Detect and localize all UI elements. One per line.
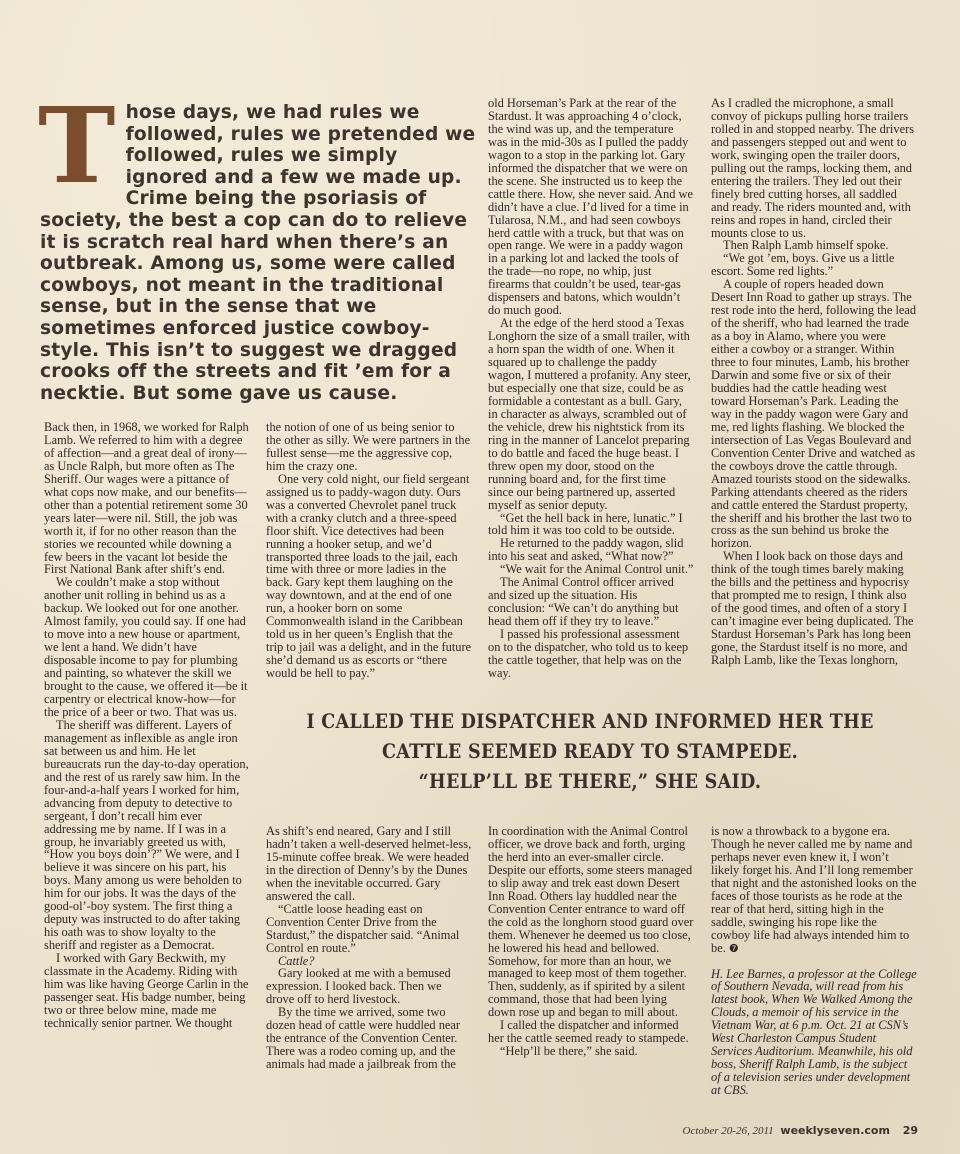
- paragraph: The Animal Control officer arrived and sized up the situation. His conclusion: “We can’t do anything but head them off if they try to leave.”: [488, 575, 679, 629]
- column-1-top: [44, 421, 250, 1030]
- paragraph: I passed his professional assessment on to the dispatcher, who told us to keep the cattle together, that help was on the way.: [488, 627, 689, 680]
- page-number: 29: [902, 1124, 918, 1137]
- column-3-bottom: [488, 825, 694, 1058]
- paragraph: A couple of ropers headed down Desert Inn Road to gather up strays. The rest rode into the herd, following the lead of the sheriff, who had learned the trade as a boy in Alamo, where you were either a cowboy or a stranger. Within three to four minutes, Lamb, his brother Darwin and some five or six of their buddies had the cattle heading west toward Horseman’s Park. Leading the way in the paddy wagon were Gary and me, red lights flashing. We blocked the intersection of Las Vegas Boulevard and Convention Center Drive and watched as the cowboys drove the cattle through. Amazed tourists stood on the sidewalks. Parking attendants cheered as the riders and cattle entered the Stardust property, the sheriff and his brother the last two to cross as the sun behind us broke the horizon.: [711, 277, 917, 551]
- paragraph: I worked with Gary Beckwith, my classmate in the Academy. Riding with him was like having George Carlin in the passenger seat. His badge number, being two or three below mine, made me technically senior partner. We thought: [44, 951, 249, 1030]
- paragraph: Then Ralph Lamb himself spoke.: [723, 238, 889, 253]
- column-3-top: [488, 97, 694, 680]
- pull-quote-line: I CALLED THE DISPATCHER AND INFORMED HER THE: [306, 709, 874, 733]
- paragraph: “We wait for the Animal Control unit.”: [500, 562, 694, 577]
- paragraph: I called the dispatcher and informed her the cattle seemed ready to stampede.: [488, 1018, 689, 1046]
- paragraph: “Get the hell back in here, lunatic.” I told him it was too cold to be outside.: [488, 510, 683, 538]
- end-mark-icon: ❼: [728, 941, 739, 955]
- paragraph: As shift’s end neared, Gary and I still hadn’t taken a well-deserved helmet-less, 15-minute coffee break. We were headed in the direction of Denny’s by the Dunes when the inevitable occurred. Gary answered the call.: [266, 824, 472, 903]
- paragraph: As I cradled the microphone, a small convoy of pickups pulling horse trailers rolled in and stopped nearby. The drivers and passengers stepped out and went to work, swinging open the trailer doors, pulling out the ramps, locking them, and entering the trailers. They led out their finely bred cutting horses, all saddled and ready. The riders mounted and, with reins and ropes in hand, circled their mounts close to us.: [711, 96, 915, 240]
- paragraph: When I look back on those days and think of the tough times barely making the bills and the pettiness and hypocrisy that prompted me to resign, I think also of the good times, and often of a story I can’t imagine ever being duplicated. The Stardust Horseman’s Park has long been gone, the Stardust itself is no more, and Ralph Lamb, like the Texas longhorn,: [711, 549, 914, 667]
- paragraph: By the time we arrived, some two dozen head of cattle were huddled near the entrance of the Convention Center. There was a rodeo coming up, and the animals had made a jailbreak from the: [266, 1005, 461, 1072]
- column-2-bottom: [266, 825, 472, 1071]
- paragraph: Cattle?: [278, 953, 315, 968]
- paragraph: old Horseman’s Park at the rear of the Stardust. It was approaching 4 o’clock, the wind was up, and the temperature was in the mid-30s as I pulled the paddy wagon to a stop in the parking lot. Gary informed the dispatcher that we were on the scene. She instructed us to keep the cattle there. How, she never said. And we didn’t have a clue. I’d lived for a time in Tularosa, N.M., and had seen cowboys herd cattle with a truck, but that was on open range. We were in a paddy wagon in a parking lot and lacked the tools of the trade—no rope, no whip, just firearms that couldn’t be used, tear-gas dispensers and batons, which wouldn’t do much good.: [488, 96, 693, 318]
- paragraph: One very cold night, our field sergeant assigned us to paddy-wagon duty. Ours was a converted Chevrolet panel truck with a cranky clutch and a three-speed floor shift. Vice detectives had been running a hooker setup, and we’d transported three loads to the jail, each time with three or more ladies in the back. Gary kept them laughing on the way downtown, and at the end of one run, a hooker born on some Commonwealth island in the Caribbean told us in her queen’s English that the trip to jail was a delight, and in the future she’d demand us as escorts or “there would be hell to pay.”: [266, 471, 472, 681]
- pull-quote-middle: [250, 706, 930, 796]
- pull-quote-top-text: hose days, we had rules we followed, rules we pretended we followed, rules we simply ignored and a few we made up. Crime being the psoriasis of society, the best a cop can do to relieve it is scratch real hard when there’s an outbreak. Among us, some were called cowboys, not meant in the traditional sense, but in the sense that we sometimes enforced justice cowboy-style. This isn’t to suggest we dragged crooks off the streets and fit ’em for a necktie. But some gave us cause.: [40, 102, 476, 404]
- paragraph: The sheriff was different. Layers of management as inflexible as angle iron sat between us and him. He let bureaucrats run the day-to-day operation, and the rest of us rarely saw him. In the four-and-a-half years I worked for him, advancing from deputy to detective to sergeant, I don’t recall him ever addressing me by name. If I was in a group, he invariably greeted us with, “How you boys doin’?” We were, and I believe it was sincere on his part, his boys. Many among us were beholden to him for our jobs. It was the days of the good-ol’-boy system. The first thing a deputy was instructed to do after taking his oath was to show loyalty to the sheriff and register as a Democrat.: [44, 717, 249, 953]
- paragraph: Gary looked at me with a bemused expression. I looked back. Then we drove off to herd livestock.: [266, 966, 451, 1007]
- paragraph: the notion of one of us being senior to the other as silly. We were partners in the fullest sense—me the aggressive cop, him the crazy one.: [266, 420, 471, 473]
- column-2-top: [266, 421, 472, 680]
- website-link[interactable]: weeklyseven.com: [780, 1124, 890, 1137]
- paragraph: “Cattle loose heading east on Convention Center Drive from the Stardust,” the dispatcher said. “Animal Control en route.”: [266, 901, 460, 955]
- pull-quote-line: “HELP’LL BE THERE,” SHE SAID.: [418, 769, 762, 793]
- author-bio: H. Lee Barnes, a professor at the College of Southern Nevada, will read from his latest book, When We Walked Among the Clouds, a memoir of his service in the Vietnam War, at 6 p.m. Oct. 21 at CSN’s West Charleston Campus Student Services Auditorium. Meanwhile, his old boss, Sheriff Ralph Lamb, is the subject of a television series under development at CBS.: [711, 966, 917, 1098]
- pull-quote-top: [38, 84, 476, 404]
- drop-cap: T: [38, 84, 116, 207]
- paragraph: He returned to the paddy wagon, slid into his seat and asked, “What now?”: [488, 536, 684, 564]
- paragraph: [711, 825, 917, 956]
- page-footer: [683, 1124, 919, 1137]
- column-4-bottom: [711, 825, 917, 1097]
- issue-date: October 20-26, 2011: [682, 1125, 774, 1137]
- pull-quote-line: CATTLE SEEMED READY TO STAMPEDE.: [381, 739, 799, 763]
- paragraph-text: is now a throwback to a bygone era. Though he never called me by name and perhaps never even knew it, I won’t likely forget his. And I’ll long remember that night and the astonished looks on the faces of those tourists as he rode at the rear of that herd, sitting high in the saddle, swinging his rope like the cowboy life had always intended him to be.: [711, 824, 917, 955]
- paragraph: In coordination with the Animal Control officer, we drove back and forth, urging the herd into an ever-smaller circle. Despite our efforts, some steers managed to slip away and trek east down Desert Inn Road. Others lay huddled near the Convention Center entrance to ward off the cold as the longhorn stood guard over them. Whenever he deemed us too close, he lowered his head and bellowed. Somehow, for more than an hour, we managed to keep most of them together. Then, suddenly, as if spirited by a silent command, those that had been lying down rose up and began to mill about.: [488, 824, 694, 1020]
- column-4-top: [711, 97, 917, 667]
- paragraph: “We got ’em, boys. Give us a little escort. Some red lights.”: [711, 251, 895, 279]
- paragraph: “Help’ll be there,” she said.: [500, 1044, 638, 1059]
- paragraph: At the edge of the herd stood a Texas Longhorn the size of a small trailer, with a horn span the width of one. When it squared up to challenge the paddy wagon, I muttered a profanity. Any steer, but especially one that size, could be as formidable a contestant as a bull. Gary, in character as always, scrambled out of the vehicle, drew his nightstick from its ring in the manner of Lancelot preparing to do battle and faced the huge beast. I threw open my door, stood on the running board and, for the first time since our being partnered up, asserted myself as senior deputy.: [488, 316, 691, 512]
- paragraph: We couldn’t make a stop without another unit rolling in behind us as a backup. We looked out for one another. Almost family, you could say. If one had to move into a new house or apartment, we lent a hand. We didn’t have disposable income to pay for plumbing and painting, so whatever the skill we brought to the cause, we offered it—be it carpentry or electrical know-how—for the price of a beer or two. That was us.: [44, 575, 248, 719]
- paragraph: Back then, in 1968, we worked for Ralph Lamb. We referred to him with a degree of affection—and a great deal of irony—as Uncle Ralph, but more often as The Sheriff. Our wages were a pittance of what cops now make, and our benefits—other than a potential retirement some 30 years later—were nil. Still, the job was worth it, if for no other reason than the stories we recounted while downing a few beers in the vacant lot beside the First National Bank after shift’s end.: [44, 420, 249, 577]
